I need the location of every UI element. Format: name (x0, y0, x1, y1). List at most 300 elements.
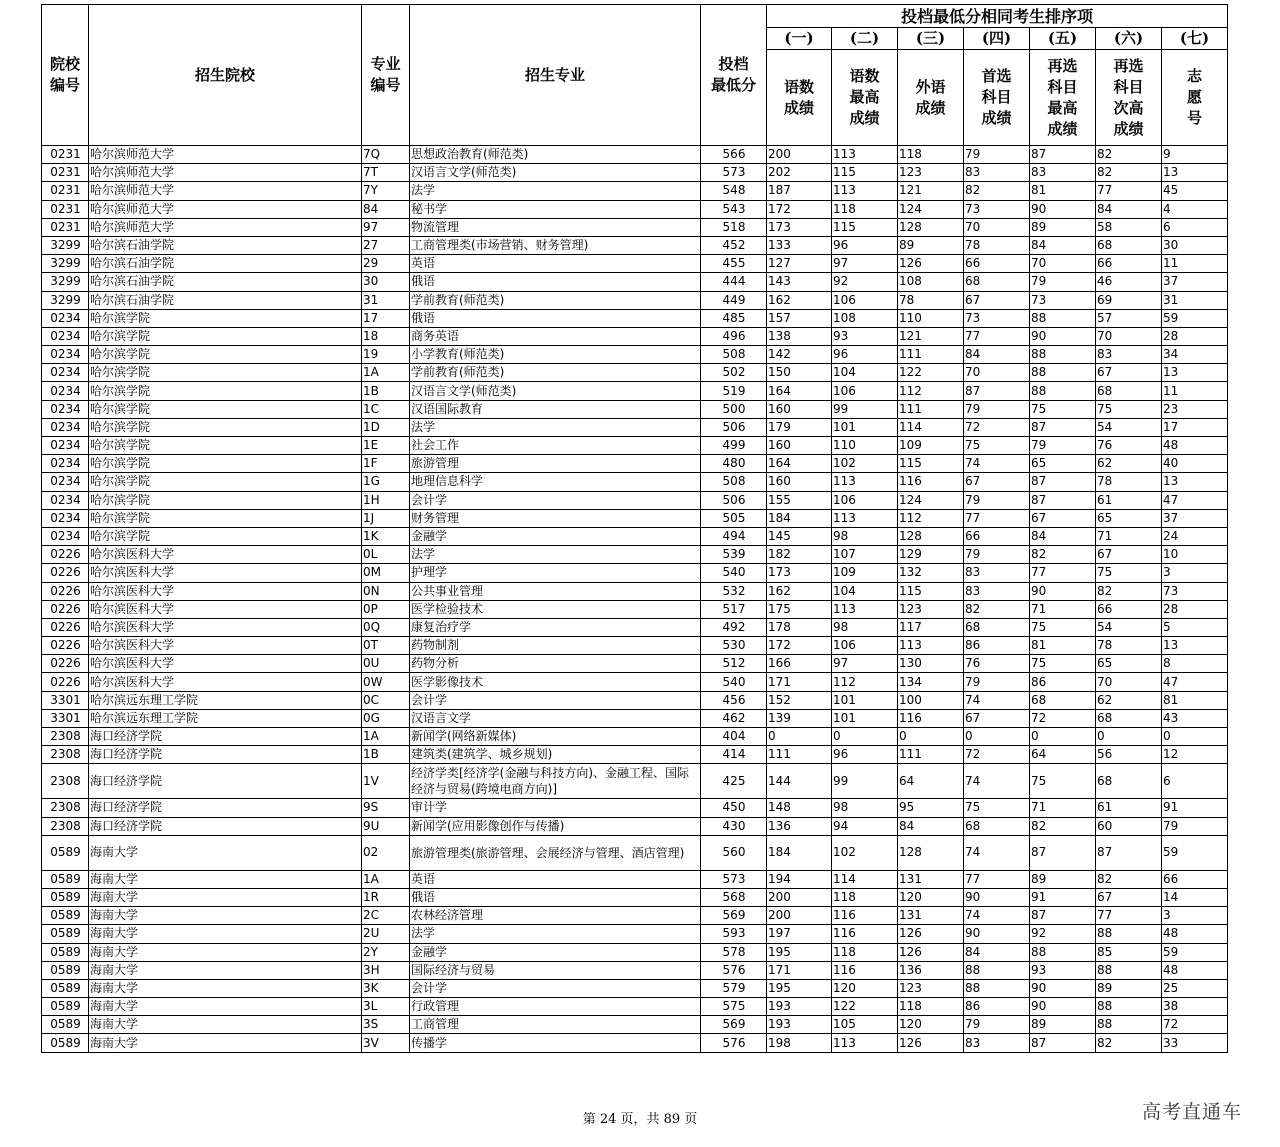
volunteer-no-cell: 0 (1162, 728, 1228, 746)
school-name-cell: 海口经济学院 (89, 728, 362, 746)
score-4-cell: 68 (964, 273, 1030, 291)
volunteer-no-cell: 17 (1162, 418, 1228, 436)
score-2-cell: 114 (832, 870, 898, 888)
score-4-cell: 79 (964, 546, 1030, 564)
major-code-cell: 3H (362, 961, 410, 979)
score-1-cell: 164 (767, 382, 832, 400)
school-name-cell: 哈尔滨石油学院 (89, 273, 362, 291)
header-tiebreak-label-5: 再选 科目 最高 成绩 (1030, 50, 1096, 146)
header-tiebreak-label-7: 志 愿 号 (1162, 50, 1228, 146)
score-3-cell: 132 (898, 564, 964, 582)
score-5-cell: 72 (1030, 709, 1096, 727)
score-3-cell: 129 (898, 546, 964, 564)
score-4-cell: 78 (964, 236, 1030, 254)
score-4-cell: 79 (964, 673, 1030, 691)
score-5-cell: 75 (1030, 655, 1096, 673)
volunteer-no-cell: 45 (1162, 182, 1228, 200)
school-code-cell: 0226 (42, 564, 89, 582)
major-code-cell: 3K (362, 979, 410, 997)
major-name-cell: 农林经济管理 (410, 907, 701, 925)
volunteer-no-cell: 37 (1162, 509, 1228, 527)
table-row (42, 437, 1228, 455)
major-code-cell: 7T (362, 164, 410, 182)
table-row (42, 979, 1228, 997)
major-name-cell: 物流管理 (410, 218, 701, 236)
score-3-cell: 111 (898, 746, 964, 764)
score-4-cell: 74 (964, 835, 1030, 870)
score-3-cell: 78 (898, 291, 964, 309)
school-name-cell: 海南大学 (89, 835, 362, 870)
score-3-cell: 126 (898, 925, 964, 943)
header-tiebreak-num-5: (五) (1030, 28, 1096, 50)
score-4-cell: 79 (964, 146, 1030, 164)
major-name-cell: 社会工作 (410, 437, 701, 455)
score-3-cell: 111 (898, 346, 964, 364)
table-row (42, 764, 1228, 799)
score-5-cell: 87 (1030, 146, 1096, 164)
major-name-cell: 学前教育(师范类) (410, 291, 701, 309)
score-1-cell: 160 (767, 400, 832, 418)
table-row (42, 835, 1228, 870)
major-name-cell: 国际经济与贸易 (410, 961, 701, 979)
score-5-cell: 92 (1030, 925, 1096, 943)
school-code-cell: 0234 (42, 527, 89, 545)
volunteer-no-cell: 81 (1162, 691, 1228, 709)
school-code-cell: 0589 (42, 888, 89, 906)
volunteer-no-cell: 3 (1162, 564, 1228, 582)
score-6-cell: 83 (1096, 346, 1162, 364)
score-2-cell: 118 (832, 888, 898, 906)
school-name-cell: 海口经济学院 (89, 746, 362, 764)
score-2-cell: 118 (832, 943, 898, 961)
volunteer-no-cell: 14 (1162, 888, 1228, 906)
min-score-cell: 573 (701, 870, 767, 888)
score-3-cell: 95 (898, 799, 964, 817)
score-2-cell: 120 (832, 979, 898, 997)
header-major: 招生专业 (410, 5, 701, 146)
major-name-cell: 汉语言文学(师范类) (410, 382, 701, 400)
volunteer-no-cell: 37 (1162, 273, 1228, 291)
school-code-cell: 0234 (42, 437, 89, 455)
major-code-cell: 1B (362, 746, 410, 764)
score-1-cell: 197 (767, 925, 832, 943)
volunteer-no-cell: 79 (1162, 817, 1228, 835)
major-name-cell: 会计学 (410, 691, 701, 709)
score-3-cell: 126 (898, 255, 964, 273)
volunteer-no-cell: 66 (1162, 870, 1228, 888)
score-6-cell: 68 (1096, 382, 1162, 400)
score-6-cell: 67 (1096, 888, 1162, 906)
score-5-cell: 88 (1030, 382, 1096, 400)
major-name-cell: 汉语言文学 (410, 709, 701, 727)
major-name-cell: 药物分析 (410, 655, 701, 673)
score-2-cell: 94 (832, 817, 898, 835)
score-6-cell: 82 (1096, 1034, 1162, 1052)
school-name-cell: 海南大学 (89, 979, 362, 997)
score-4-cell: 67 (964, 473, 1030, 491)
score-1-cell: 200 (767, 888, 832, 906)
major-code-cell: 1G (362, 473, 410, 491)
score-5-cell: 87 (1030, 418, 1096, 436)
volunteer-no-cell: 13 (1162, 164, 1228, 182)
score-1-cell: 187 (767, 182, 832, 200)
volunteer-no-cell: 13 (1162, 637, 1228, 655)
table-row (42, 943, 1228, 961)
score-2-cell: 92 (832, 273, 898, 291)
score-1-cell: 173 (767, 218, 832, 236)
score-3-cell: 121 (898, 182, 964, 200)
min-score-cell: 506 (701, 491, 767, 509)
score-4-cell: 82 (964, 600, 1030, 618)
score-4-cell: 77 (964, 870, 1030, 888)
major-code-cell: 0Q (362, 618, 410, 636)
score-3-cell: 134 (898, 673, 964, 691)
score-4-cell: 79 (964, 491, 1030, 509)
score-3-cell: 120 (898, 888, 964, 906)
header-tiebreak-num-3: (三) (898, 28, 964, 50)
score-3-cell: 64 (898, 764, 964, 799)
score-2-cell: 97 (832, 255, 898, 273)
major-name-cell: 工商管理类(市场营销、财务管理) (410, 236, 701, 254)
score-5-cell: 88 (1030, 943, 1096, 961)
min-score-cell: 573 (701, 164, 767, 182)
school-code-cell: 2308 (42, 817, 89, 835)
score-3-cell: 84 (898, 817, 964, 835)
major-code-cell: 84 (362, 200, 410, 218)
score-1-cell: 184 (767, 835, 832, 870)
min-score-cell: 455 (701, 255, 767, 273)
score-1-cell: 164 (767, 455, 832, 473)
school-code-cell: 0234 (42, 418, 89, 436)
major-code-cell: 0U (362, 655, 410, 673)
score-3-cell: 123 (898, 164, 964, 182)
major-code-cell: 27 (362, 236, 410, 254)
major-code-cell: 3S (362, 1016, 410, 1034)
major-code-cell: 3V (362, 1034, 410, 1052)
major-code-cell: 0W (362, 673, 410, 691)
school-code-cell: 3301 (42, 709, 89, 727)
score-6-cell: 82 (1096, 164, 1162, 182)
major-code-cell: 1R (362, 888, 410, 906)
table-row (42, 1034, 1228, 1052)
volunteer-no-cell: 59 (1162, 309, 1228, 327)
major-code-cell: 0T (362, 637, 410, 655)
table-row (42, 291, 1228, 309)
major-name-cell: 地理信息科学 (410, 473, 701, 491)
school-name-cell: 哈尔滨学院 (89, 509, 362, 527)
school-code-cell: 0234 (42, 309, 89, 327)
header-tiebreak-group: 投档最低分相同考生排序项 (767, 5, 1228, 28)
score-3-cell: 108 (898, 273, 964, 291)
table-row (42, 907, 1228, 925)
score-5-cell: 75 (1030, 618, 1096, 636)
volunteer-no-cell: 13 (1162, 473, 1228, 491)
score-4-cell: 88 (964, 979, 1030, 997)
major-name-cell: 汉语国际教育 (410, 400, 701, 418)
school-name-cell: 海口经济学院 (89, 817, 362, 835)
score-4-cell: 74 (964, 455, 1030, 473)
major-code-cell: 29 (362, 255, 410, 273)
score-3-cell: 112 (898, 382, 964, 400)
score-4-cell: 72 (964, 418, 1030, 436)
table-row (42, 346, 1228, 364)
score-2-cell: 105 (832, 1016, 898, 1034)
score-2-cell: 104 (832, 582, 898, 600)
score-6-cell: 68 (1096, 764, 1162, 799)
min-score-cell: 508 (701, 346, 767, 364)
score-5-cell: 64 (1030, 746, 1096, 764)
score-2-cell: 101 (832, 709, 898, 727)
school-name-cell: 哈尔滨学院 (89, 364, 362, 382)
score-2-cell: 116 (832, 961, 898, 979)
min-score-cell: 539 (701, 546, 767, 564)
volunteer-no-cell: 47 (1162, 491, 1228, 509)
major-name-cell: 审计学 (410, 799, 701, 817)
score-5-cell: 93 (1030, 961, 1096, 979)
min-score-cell: 530 (701, 637, 767, 655)
volunteer-no-cell: 34 (1162, 346, 1228, 364)
min-score-cell: 404 (701, 728, 767, 746)
score-1-cell: 179 (767, 418, 832, 436)
major-code-cell: 3L (362, 998, 410, 1016)
school-name-cell: 哈尔滨学院 (89, 455, 362, 473)
volunteer-no-cell: 40 (1162, 455, 1228, 473)
score-5-cell: 88 (1030, 346, 1096, 364)
score-4-cell: 66 (964, 527, 1030, 545)
min-score-cell: 517 (701, 600, 767, 618)
school-code-cell: 0226 (42, 582, 89, 600)
score-4-cell: 86 (964, 998, 1030, 1016)
major-code-cell: 9S (362, 799, 410, 817)
table-row (42, 637, 1228, 655)
major-code-cell: 7Q (362, 146, 410, 164)
school-code-cell: 2308 (42, 764, 89, 799)
score-4-cell: 75 (964, 437, 1030, 455)
table-row (42, 255, 1228, 273)
major-name-cell: 会计学 (410, 491, 701, 509)
major-code-cell: 19 (362, 346, 410, 364)
min-score-cell: 494 (701, 527, 767, 545)
school-code-cell: 0589 (42, 979, 89, 997)
volunteer-no-cell: 4 (1162, 200, 1228, 218)
score-2-cell: 113 (832, 600, 898, 618)
school-name-cell: 哈尔滨学院 (89, 327, 362, 345)
score-1-cell: 133 (767, 236, 832, 254)
score-2-cell: 0 (832, 728, 898, 746)
score-5-cell: 90 (1030, 998, 1096, 1016)
score-2-cell: 99 (832, 400, 898, 418)
score-3-cell: 116 (898, 473, 964, 491)
major-code-cell: 1E (362, 437, 410, 455)
school-name-cell: 海口经济学院 (89, 764, 362, 799)
major-code-cell: 9U (362, 817, 410, 835)
school-name-cell: 哈尔滨师范大学 (89, 200, 362, 218)
score-4-cell: 88 (964, 961, 1030, 979)
score-1-cell: 144 (767, 764, 832, 799)
school-name-cell: 海南大学 (89, 925, 362, 943)
major-name-cell: 金融学 (410, 943, 701, 961)
major-name-cell: 小学教育(师范类) (410, 346, 701, 364)
score-3-cell: 115 (898, 582, 964, 600)
school-name-cell: 哈尔滨师范大学 (89, 218, 362, 236)
table-row (42, 799, 1228, 817)
header-school-code: 院校 编号 (42, 5, 89, 146)
school-code-cell: 0589 (42, 870, 89, 888)
score-3-cell: 131 (898, 870, 964, 888)
volunteer-no-cell: 23 (1162, 400, 1228, 418)
score-6-cell: 66 (1096, 255, 1162, 273)
score-1-cell: 136 (767, 817, 832, 835)
score-2-cell: 113 (832, 182, 898, 200)
volunteer-no-cell: 33 (1162, 1034, 1228, 1052)
score-2-cell: 113 (832, 509, 898, 527)
major-name-cell: 工商管理 (410, 1016, 701, 1034)
school-name-cell: 哈尔滨学院 (89, 491, 362, 509)
major-code-cell: 2U (362, 925, 410, 943)
volunteer-no-cell: 48 (1162, 437, 1228, 455)
score-6-cell: 76 (1096, 437, 1162, 455)
score-2-cell: 98 (832, 799, 898, 817)
school-code-cell: 0226 (42, 673, 89, 691)
score-2-cell: 108 (832, 309, 898, 327)
score-3-cell: 112 (898, 509, 964, 527)
school-code-cell: 0589 (42, 961, 89, 979)
table-row (42, 1016, 1228, 1034)
score-3-cell: 123 (898, 979, 964, 997)
school-name-cell: 哈尔滨医科大学 (89, 618, 362, 636)
score-4-cell: 84 (964, 346, 1030, 364)
score-6-cell: 78 (1096, 637, 1162, 655)
score-5-cell: 67 (1030, 509, 1096, 527)
volunteer-no-cell: 47 (1162, 673, 1228, 691)
min-score-cell: 430 (701, 817, 767, 835)
score-4-cell: 76 (964, 655, 1030, 673)
score-5-cell: 71 (1030, 600, 1096, 618)
major-code-cell: 1A (362, 728, 410, 746)
table-row (42, 582, 1228, 600)
school-name-cell: 哈尔滨远东理工学院 (89, 691, 362, 709)
score-2-cell: 122 (832, 998, 898, 1016)
min-score-cell: 425 (701, 764, 767, 799)
score-6-cell: 65 (1096, 655, 1162, 673)
score-5-cell: 0 (1030, 728, 1096, 746)
score-6-cell: 77 (1096, 907, 1162, 925)
score-1-cell: 200 (767, 907, 832, 925)
school-name-cell: 哈尔滨医科大学 (89, 673, 362, 691)
header-tiebreak-label-1: 语数 成绩 (767, 50, 832, 146)
score-4-cell: 72 (964, 746, 1030, 764)
score-5-cell: 89 (1030, 870, 1096, 888)
school-name-cell: 海南大学 (89, 943, 362, 961)
score-5-cell: 90 (1030, 327, 1096, 345)
school-name-cell: 海南大学 (89, 1016, 362, 1034)
score-2-cell: 99 (832, 764, 898, 799)
score-6-cell: 62 (1096, 455, 1162, 473)
school-code-cell: 0231 (42, 182, 89, 200)
score-3-cell: 114 (898, 418, 964, 436)
volunteer-no-cell: 38 (1162, 998, 1228, 1016)
score-1-cell: 148 (767, 799, 832, 817)
school-code-cell: 0234 (42, 473, 89, 491)
header-tiebreak-num-7: (七) (1162, 28, 1228, 50)
score-6-cell: 54 (1096, 418, 1162, 436)
score-6-cell: 84 (1096, 200, 1162, 218)
score-1-cell: 171 (767, 673, 832, 691)
min-score-cell: 500 (701, 400, 767, 418)
score-5-cell: 70 (1030, 255, 1096, 273)
score-6-cell: 75 (1096, 564, 1162, 582)
min-score-cell: 444 (701, 273, 767, 291)
score-1-cell: 138 (767, 327, 832, 345)
school-name-cell: 哈尔滨医科大学 (89, 546, 362, 564)
table-row (42, 164, 1228, 182)
score-1-cell: 127 (767, 255, 832, 273)
volunteer-no-cell: 30 (1162, 236, 1228, 254)
school-name-cell: 哈尔滨医科大学 (89, 600, 362, 618)
table-row (42, 691, 1228, 709)
table-row (42, 709, 1228, 727)
score-4-cell: 70 (964, 364, 1030, 382)
major-name-cell: 传播学 (410, 1034, 701, 1052)
score-2-cell: 116 (832, 907, 898, 925)
score-2-cell: 113 (832, 473, 898, 491)
volunteer-no-cell: 59 (1162, 835, 1228, 870)
score-4-cell: 77 (964, 509, 1030, 527)
score-6-cell: 0 (1096, 728, 1162, 746)
min-score-cell: 502 (701, 364, 767, 382)
score-6-cell: 89 (1096, 979, 1162, 997)
school-code-cell: 0234 (42, 455, 89, 473)
score-3-cell: 131 (898, 907, 964, 925)
major-code-cell: 0M (362, 564, 410, 582)
score-6-cell: 88 (1096, 998, 1162, 1016)
score-1-cell: 162 (767, 582, 832, 600)
school-code-cell: 0589 (42, 1016, 89, 1034)
table-row (42, 746, 1228, 764)
min-score-cell: 576 (701, 1034, 767, 1052)
school-name-cell: 哈尔滨石油学院 (89, 255, 362, 273)
score-5-cell: 75 (1030, 764, 1096, 799)
school-name-cell: 哈尔滨医科大学 (89, 582, 362, 600)
min-score-cell: 505 (701, 509, 767, 527)
school-name-cell: 哈尔滨学院 (89, 346, 362, 364)
score-6-cell: 68 (1096, 236, 1162, 254)
volunteer-no-cell: 31 (1162, 291, 1228, 309)
score-6-cell: 68 (1096, 709, 1162, 727)
score-1-cell: 166 (767, 655, 832, 673)
score-1-cell: 193 (767, 1016, 832, 1034)
score-6-cell: 57 (1096, 309, 1162, 327)
school-code-cell: 0234 (42, 327, 89, 345)
header-tiebreak-num-1: (一) (767, 28, 832, 50)
major-name-cell: 商务英语 (410, 327, 701, 345)
score-5-cell: 84 (1030, 236, 1096, 254)
score-4-cell: 79 (964, 400, 1030, 418)
score-5-cell: 89 (1030, 218, 1096, 236)
score-4-cell: 90 (964, 925, 1030, 943)
major-code-cell: 1D (362, 418, 410, 436)
min-score-cell: 566 (701, 146, 767, 164)
min-score-cell: 508 (701, 473, 767, 491)
page-footer: 第 24 页，共 89 页 (582, 1112, 698, 1127)
score-5-cell: 79 (1030, 437, 1096, 455)
min-score-cell: 456 (701, 691, 767, 709)
major-name-cell: 经济学类[经济学(金融与科技方向)、金融工程、国际经济与贸易(跨境电商方向)] (410, 764, 701, 799)
score-3-cell: 89 (898, 236, 964, 254)
table-row (42, 200, 1228, 218)
score-1-cell: 162 (767, 291, 832, 309)
major-name-cell: 新闻学(网络新媒体) (410, 728, 701, 746)
